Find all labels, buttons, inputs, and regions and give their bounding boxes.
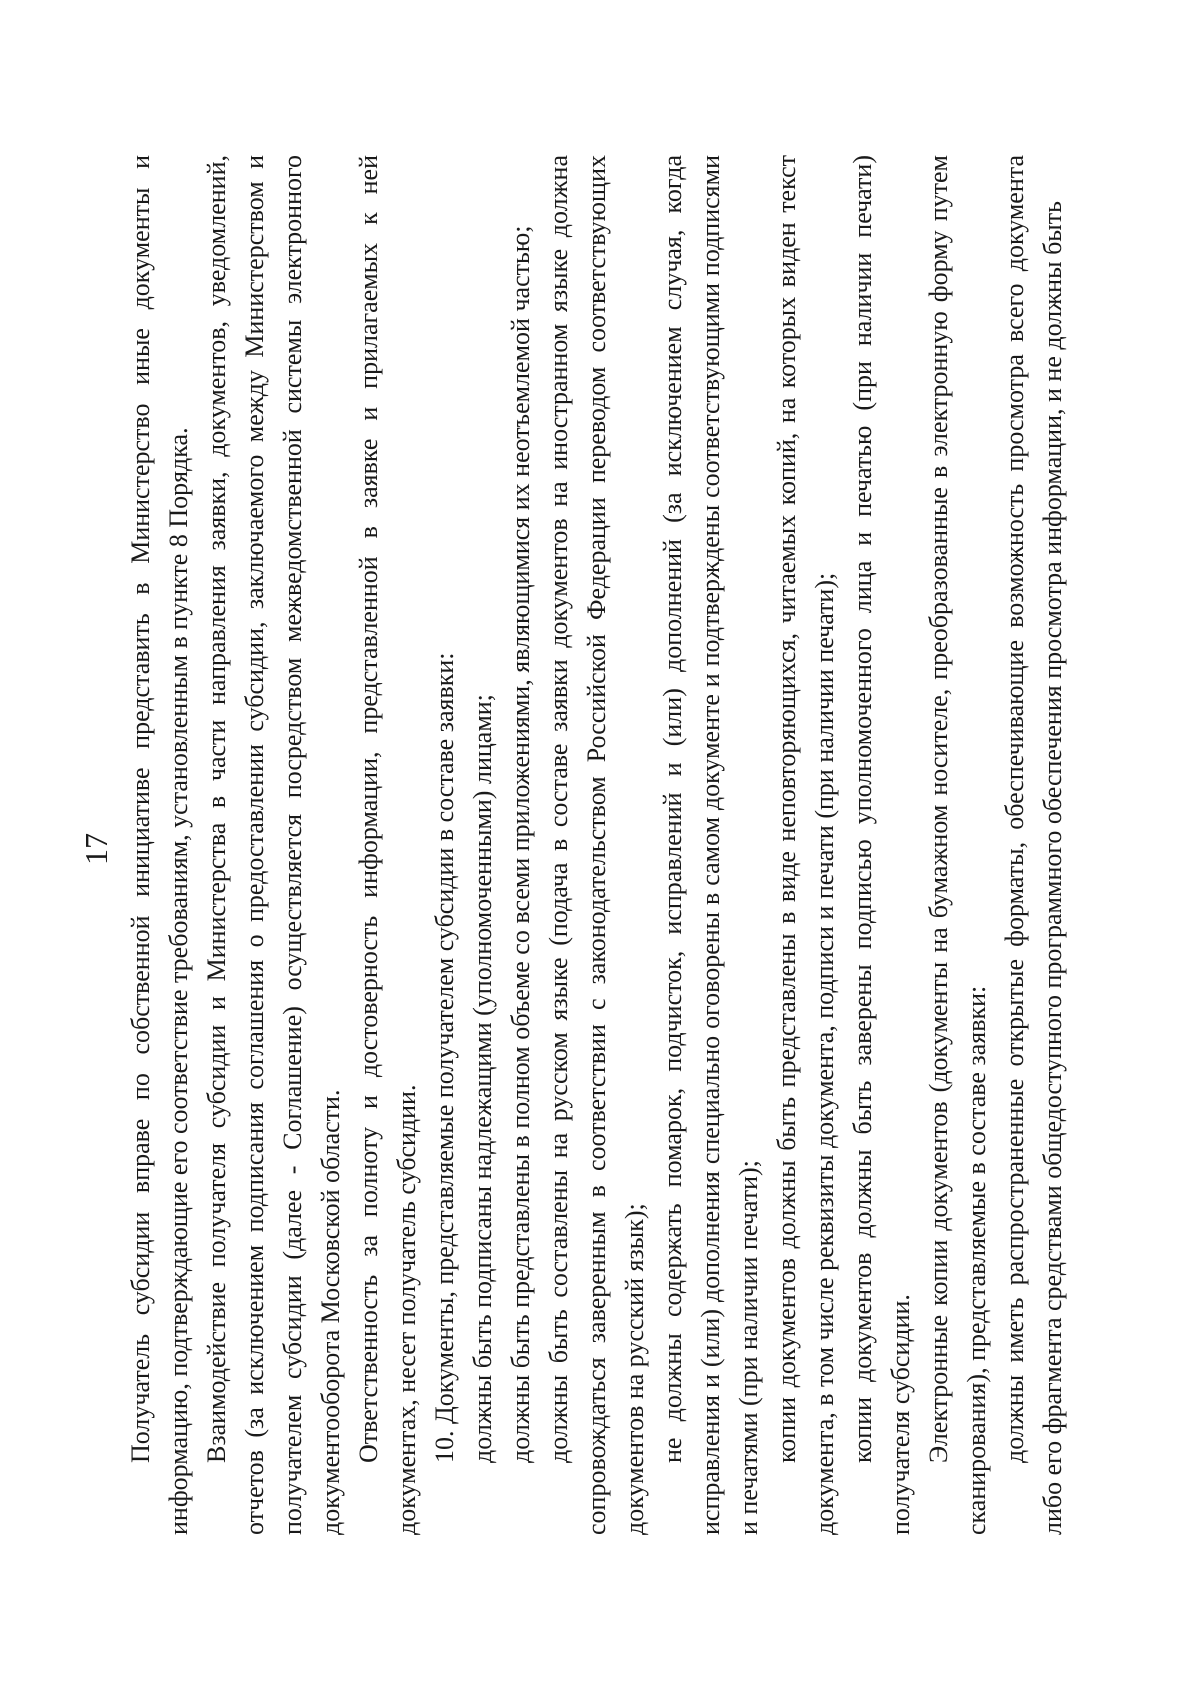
paragraph: Получатель субсидии вправе по собственной инициативе представить в Министерство иные документы и информацию, подтверждающие его соответствие требованиям, установленным в пункте 8 Порядка.: [126, 155, 193, 1535]
paragraph: должны быть представлены в полном объеме со всеми приложениями, являющимися их неотъемлемой частью;: [506, 225, 535, 1463]
paragraph: копии документов должны быть представлены в виде неповторяющихся, читаемых копий, на которых виден текст документа, в том числе реквизиты документа, подписи и печати (при наличии печати);: [772, 155, 839, 1535]
paragraph: Взаимодействие получателя субсидии и Министерства в части направления заявки, документов, уведомлений, отчетов (за исключением подписания соглашения о предоставлении субсидии, заключаемого между Министерством и получателем субсидии (далее - Соглашение) осуществляется посредством межведомственной системы электронного документооборота Московской области.: [202, 155, 345, 1535]
document-body: [122, 155, 1072, 1535]
paragraph: должны быть составлены на русском языке (подача в составе заявки документов на иностранном языке должна сопровождаться заверенным в соответствии с законодательством Российской Федерации переводом соответствующих документов на русский язык);: [544, 155, 649, 1535]
paragraph: не должны содержать помарок, подчисток, исправлений и (или) дополнений (за исключением случая, когда исправления и (или) дополнения специально оговорены в самом документе и подтверждены соответствующими подписями и печатями (при наличии печати);: [658, 155, 763, 1535]
paragraph: должны иметь распространенные открытые форматы, обеспечивающие возможность просмотра всего документа либо его фрагмента средствами общедоступного программного обеспечения просмотра информации, и не должны быть: [1000, 155, 1067, 1535]
paragraph: 10. Документы, представляемые получателем субсидии в составе заявки:: [430, 652, 459, 1463]
page-number: 17: [78, 833, 114, 865]
paragraph: Ответственность за полноту и достоверность информации, представленной в заявке и прилагаемых к ней документах, несет получатель субсидии.: [354, 155, 421, 1535]
paragraph: копии документов должны быть заверены подписью уполномоченного лица и печатью (при наличии печати) получателя субсидии.: [848, 155, 915, 1535]
paragraph: Электронные копии документов (документы на бумажном носителе, преобразованные в электронную форму путем сканирования), представляемые в составе заявки:: [924, 155, 991, 1535]
paragraph: должны быть подписаны надлежащими (уполномоченными) лицами;: [468, 694, 497, 1463]
